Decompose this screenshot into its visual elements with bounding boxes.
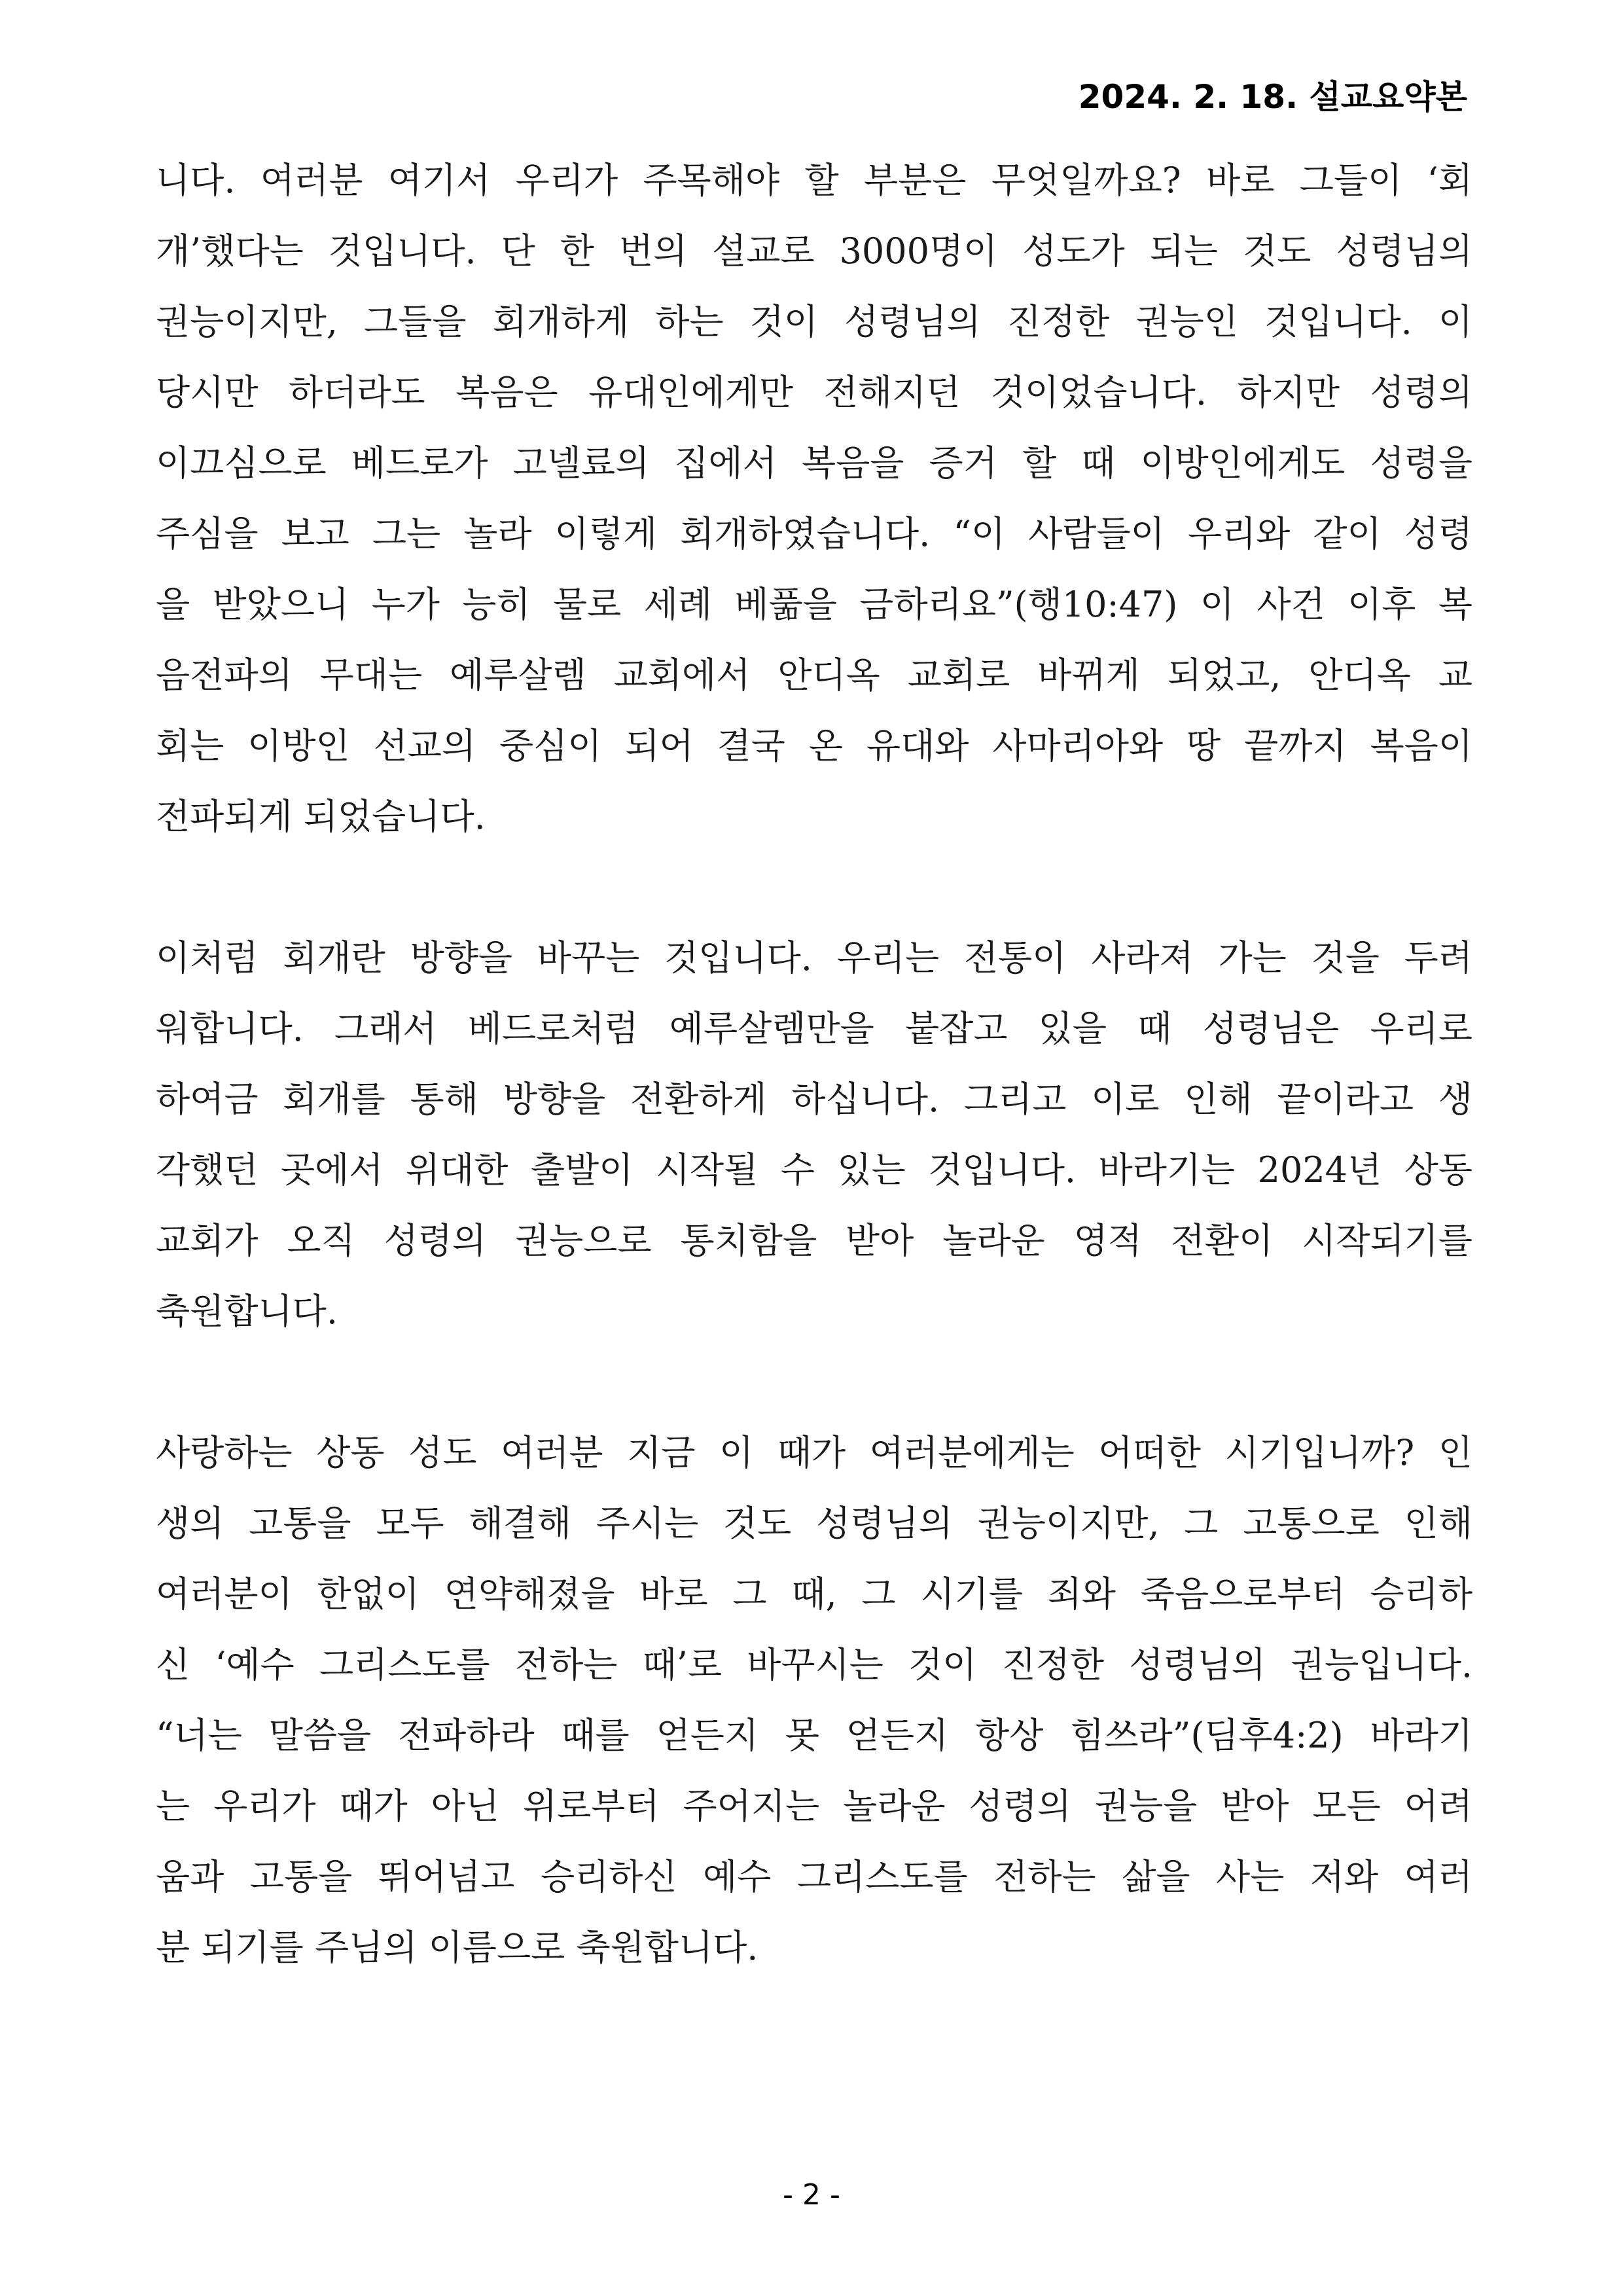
- text-line: 축원합니다.: [156, 1291, 338, 1332]
- text-line: 전파되게 되었습니다.: [156, 796, 486, 837]
- text-line: 교회가 오직 성령의 권능으로 통치함을 받아 놀라운 영적 전환이 시작되기를: [156, 1220, 1472, 1261]
- paragraph-1: [156, 145, 1472, 852]
- text-line: “너는 말씀을 전파하라 때를 얻든지 못 얻든지 항상 힘쓰라”(딤후4:2) 바라기: [156, 1715, 1472, 1756]
- text-line: 여러분이 한없이 연약해졌을 바로 그 때, 그 시기를 죄와 죽음으로부터 승리하: [156, 1573, 1472, 1615]
- text-line: 사랑하는 상동 성도 여러분 지금 이 때가 여러분에게는 어떠한 시기입니까? 인: [156, 1432, 1472, 1473]
- text-line: 분 되기를 주님의 이름으로 축원합니다.: [156, 1927, 758, 1968]
- paragraph-spacer: [156, 852, 1472, 923]
- text-line: 하여금 회개를 통해 방향을 전환하게 하십니다. 그리고 이로 인해 끝이라고 생: [156, 1079, 1472, 1120]
- text-line: 워합니다. 그래서 베드로처럼 예루살렘만을 붙잡고 있을 때 성령님은 우리로: [156, 1008, 1472, 1049]
- text-line: 주심을 보고 그는 놀라 이렇게 회개하였습니다. “이 사람들이 우리와 같이 성령: [156, 513, 1472, 554]
- sermon-body: [156, 145, 1472, 1983]
- text-line: 각했던 곳에서 위대한 출발이 시작될 수 있는 것입니다. 바라기는 2024년 상동: [156, 1149, 1472, 1191]
- text-line: 회는 이방인 선교의 중심이 되어 결국 온 유대와 사마리아와 땅 끝까지 복음이: [156, 725, 1472, 766]
- text-line: 개’했다는 것입니다. 단 한 번의 설교로 3000명이 성도가 되는 것도 성령님의: [156, 230, 1472, 272]
- paragraph-2: [156, 923, 1472, 1347]
- text-line: 권능이지만, 그들을 회개하게 하는 것이 성령님의 진정한 권능인 것입니다. 이: [156, 301, 1472, 342]
- text-line: 생의 고통을 모두 해결해 주시는 것도 성령님의 권능이지만, 그 고통으로 인해: [156, 1503, 1472, 1544]
- text-line: 이끄심으로 베드로가 고넬료의 집에서 복음을 증거 할 때 이방인에게도 성령을: [156, 442, 1472, 484]
- text-line: 신 ‘예수 그리스도를 전하는 때’로 바꾸시는 것이 진정한 성령님의 권능입니다.: [156, 1644, 1472, 1685]
- text-line: 당시만 하더라도 복음은 유대인에게만 전해지던 것이었습니다. 하지만 성령의: [156, 372, 1472, 413]
- page-number: - 2 -: [783, 2178, 840, 2212]
- text-line: 음전파의 무대는 예루살렘 교회에서 안디옥 교회로 바뀌게 되었고, 안디옥 교: [156, 655, 1472, 696]
- text-line: 이처럼 회개란 방향을 바꾸는 것입니다. 우리는 전통이 사라져 가는 것을 두려: [156, 937, 1472, 978]
- text-line: 움과 고통을 뛰어넘고 승리하신 예수 그리스도를 전하는 삶을 사는 저와 여러: [156, 1856, 1472, 1897]
- text-line: 을 받았으니 누가 능히 물로 세례 베풂을 금하리요”(행10:47) 이 사건 이후 복: [156, 584, 1472, 625]
- text-line: 니다. 여러분 여기서 우리가 주목해야 할 부분은 무엇일까요? 바로 그들이 ‘회: [156, 160, 1472, 201]
- paragraph-3: [156, 1418, 1472, 1983]
- page-header-title: 2024. 2. 18. 설교요약본: [1078, 78, 1467, 116]
- paragraph-spacer: [156, 1347, 1472, 1418]
- text-line: 는 우리가 때가 아닌 위로부터 주어지는 놀라운 성령의 권능을 받아 모든 어려: [156, 1785, 1472, 1827]
